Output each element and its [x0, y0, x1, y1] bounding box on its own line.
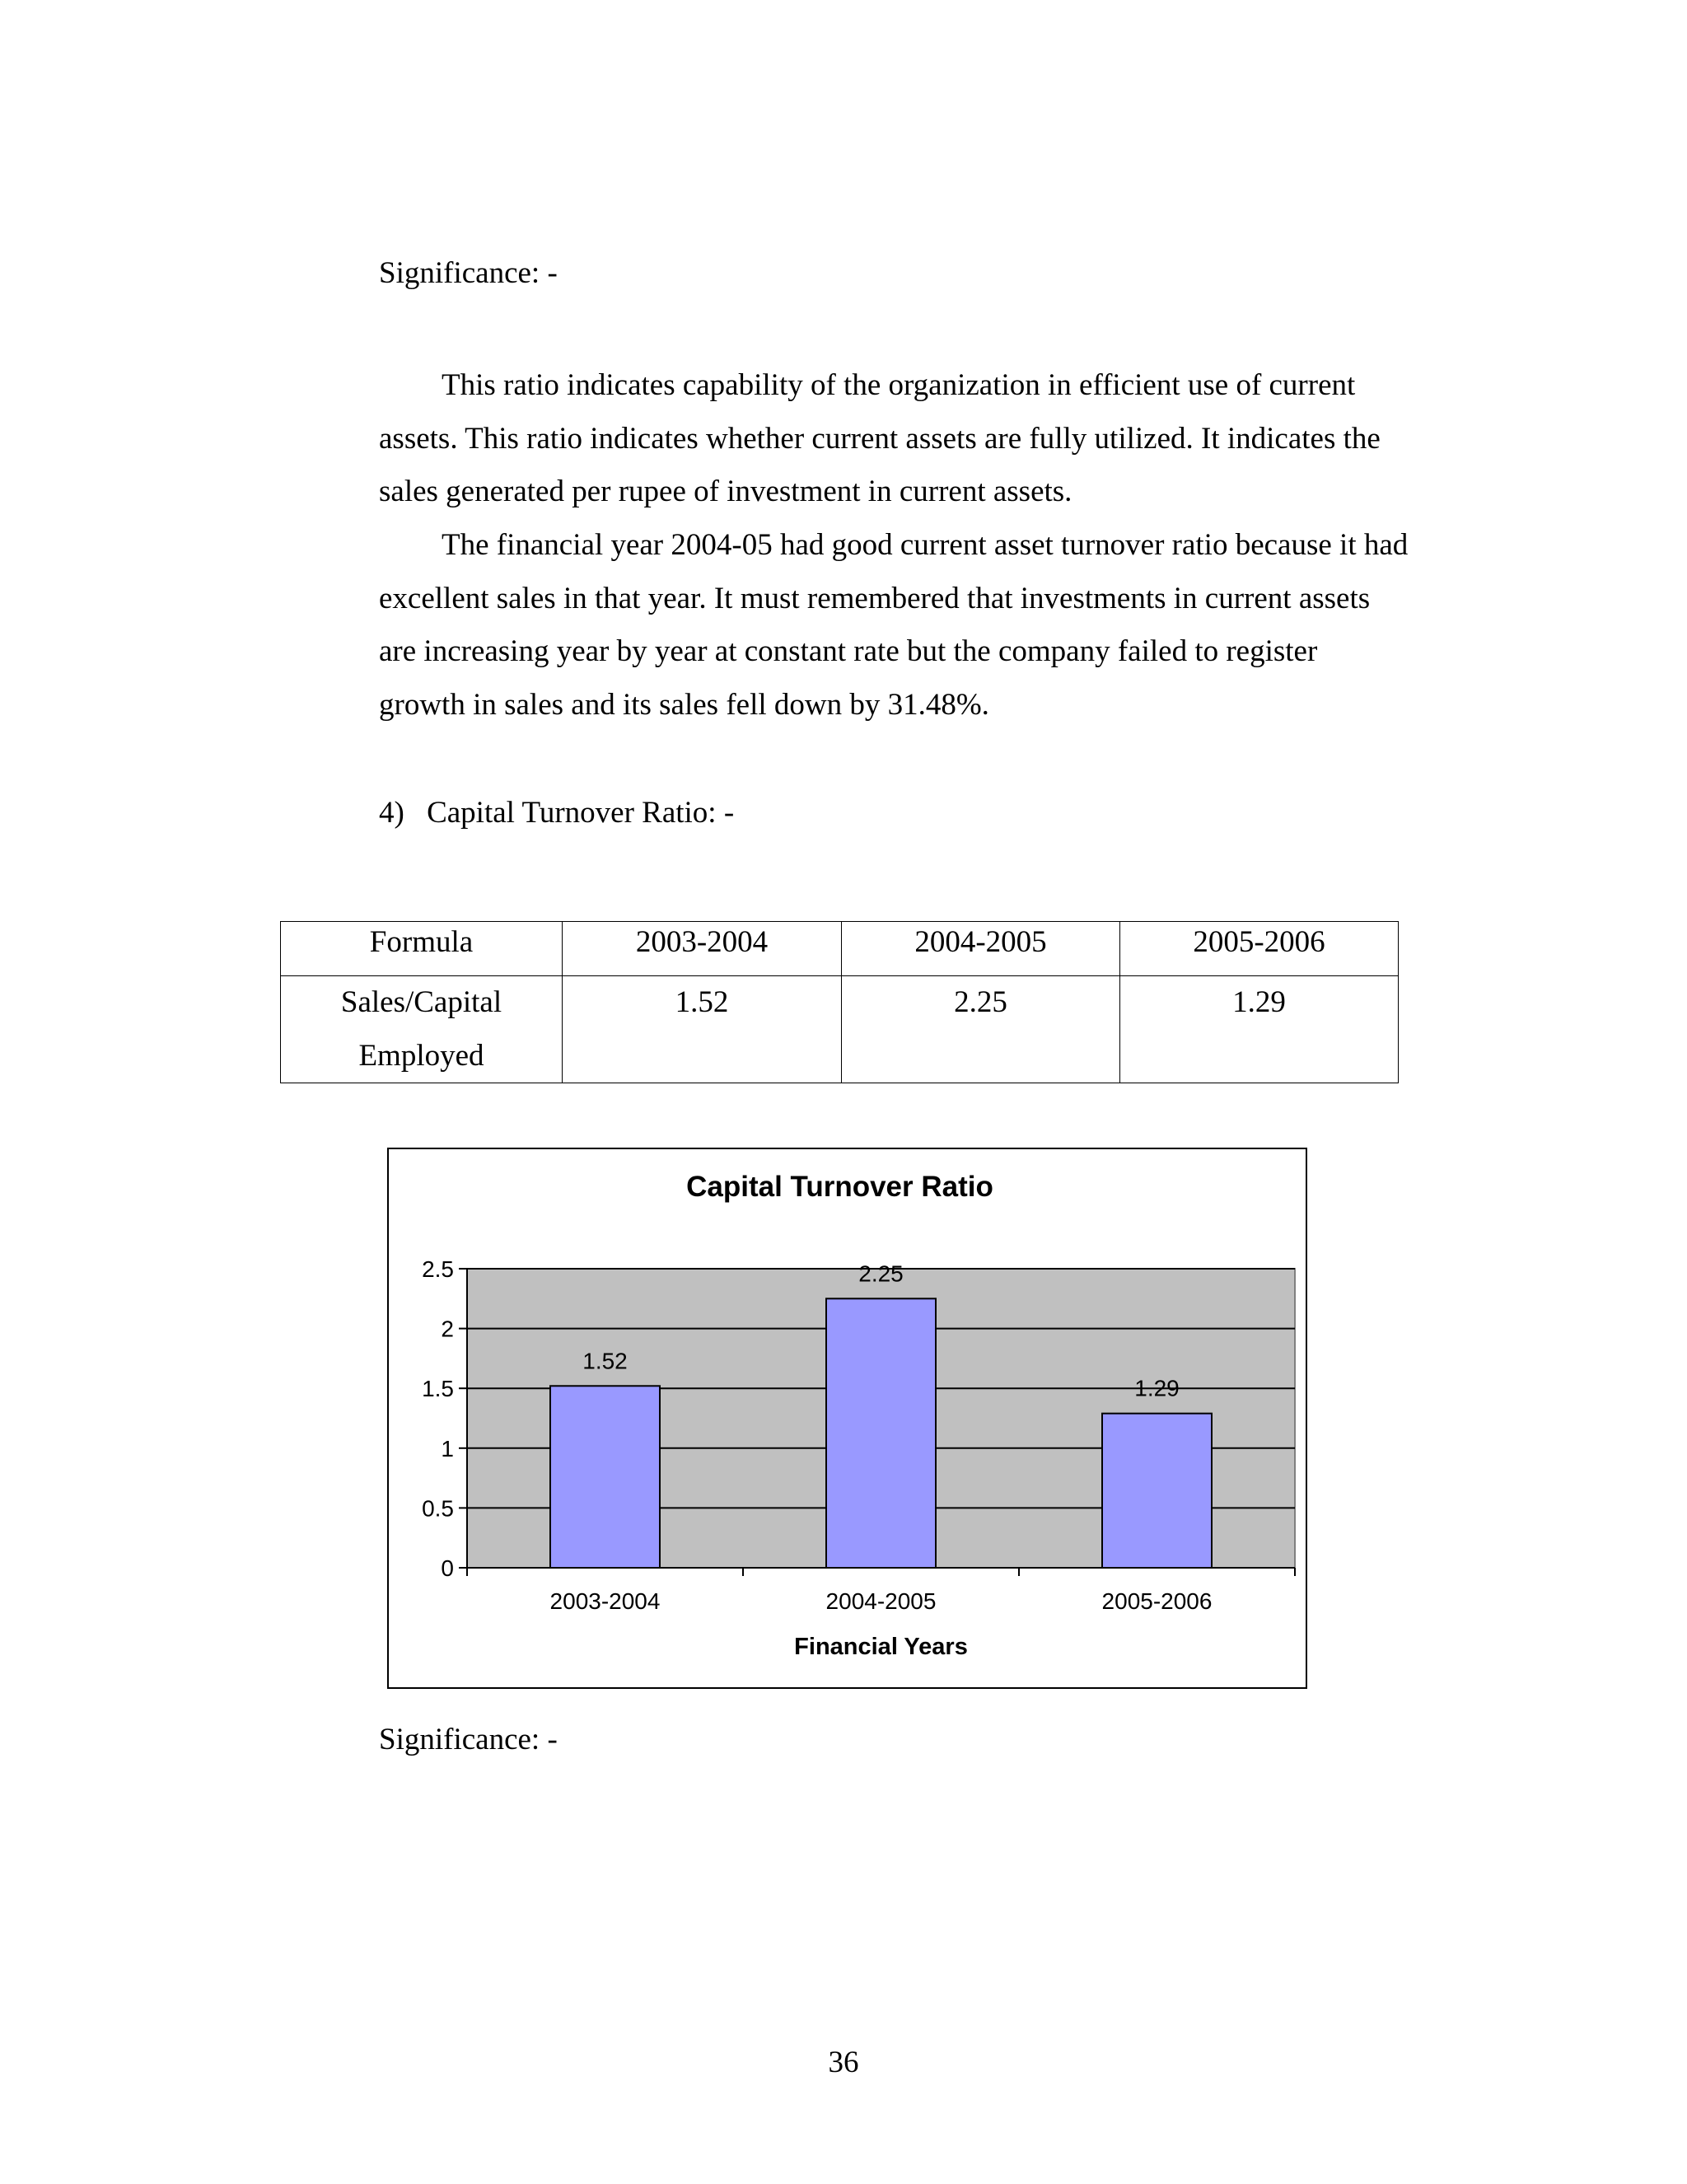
- bar-data-label: 1.29: [1134, 1375, 1180, 1401]
- x-tick-label: 2003-2004: [549, 1588, 661, 1614]
- chart-title: Capital Turnover Ratio: [686, 1171, 993, 1203]
- table-header-row: [281, 922, 1399, 976]
- paragraph-2: [379, 519, 1450, 732]
- table-header-cell: 2005-2006: [1120, 922, 1399, 976]
- table-value-cell: 1.29: [1120, 976, 1399, 1083]
- bar: [1102, 1414, 1212, 1568]
- formula-line-1: Sales/Capital: [340, 985, 502, 1019]
- table-header-cell: 2004-2005: [842, 922, 1120, 976]
- y-tick-label: 0: [441, 1555, 454, 1581]
- bar-data-label: 2.25: [858, 1260, 904, 1287]
- y-tick-label: 1.5: [422, 1376, 454, 1402]
- y-tick-label: 1: [441, 1435, 454, 1461]
- table-row: [281, 976, 1399, 1083]
- table-header-cell: Formula: [281, 922, 563, 976]
- table-header-cell: 2003-2004: [563, 922, 842, 976]
- bar: [826, 1298, 936, 1568]
- bar: [550, 1386, 660, 1568]
- paragraph-2-line: The financial year 2004-05 had good current asset turnover ratio because it had: [442, 528, 1409, 562]
- paragraph-2-line: excellent sales in that year. It must remembered that investments in current assets: [379, 581, 1371, 615]
- bar-data-label: 1.52: [582, 1348, 628, 1374]
- paragraph-1-line: assets. This ratio indicates whether current assets are fully utilized. It indicates the: [379, 421, 1381, 456]
- chart-container: [387, 1148, 1307, 1689]
- ratio-table: [280, 921, 1399, 1083]
- paragraph-1-line: sales generated per rupee of investment in current assets.: [379, 475, 1072, 508]
- paragraph-1: [379, 359, 1450, 519]
- y-tick-label: 0.5: [422, 1495, 454, 1522]
- significance-heading-top: Significance: -: [379, 256, 558, 290]
- section-heading-number: 4): [379, 796, 404, 830]
- table-value-cell: 2.25: [842, 976, 1120, 1083]
- section-heading: [379, 787, 734, 840]
- x-tick-label: 2004-2005: [825, 1588, 937, 1614]
- formula-cell: [281, 976, 563, 1083]
- y-tick-label: 2: [441, 1316, 454, 1342]
- formula-line-2: Employed: [358, 1038, 484, 1073]
- bar-chart: [389, 1149, 1309, 1691]
- y-tick-label: 2.5: [422, 1256, 454, 1282]
- paragraph-1-line: This ratio indicates capability of the organization in efficient use of current: [442, 368, 1356, 402]
- x-axis-title: Financial Years: [794, 1634, 968, 1660]
- page-number: 36: [828, 2046, 859, 2079]
- x-tick-label: 2005-2006: [1101, 1588, 1213, 1614]
- significance-heading-bottom: Significance: -: [379, 1723, 558, 1756]
- table-value-cell: 1.52: [563, 976, 842, 1083]
- paragraph-2-line: growth in sales and its sales fell down by 31.48%.: [379, 687, 989, 722]
- paragraph-2-line: are increasing year by year at constant rate but the company failed to register: [379, 634, 1318, 668]
- section-heading-text: Capital Turnover Ratio: -: [427, 796, 735, 830]
